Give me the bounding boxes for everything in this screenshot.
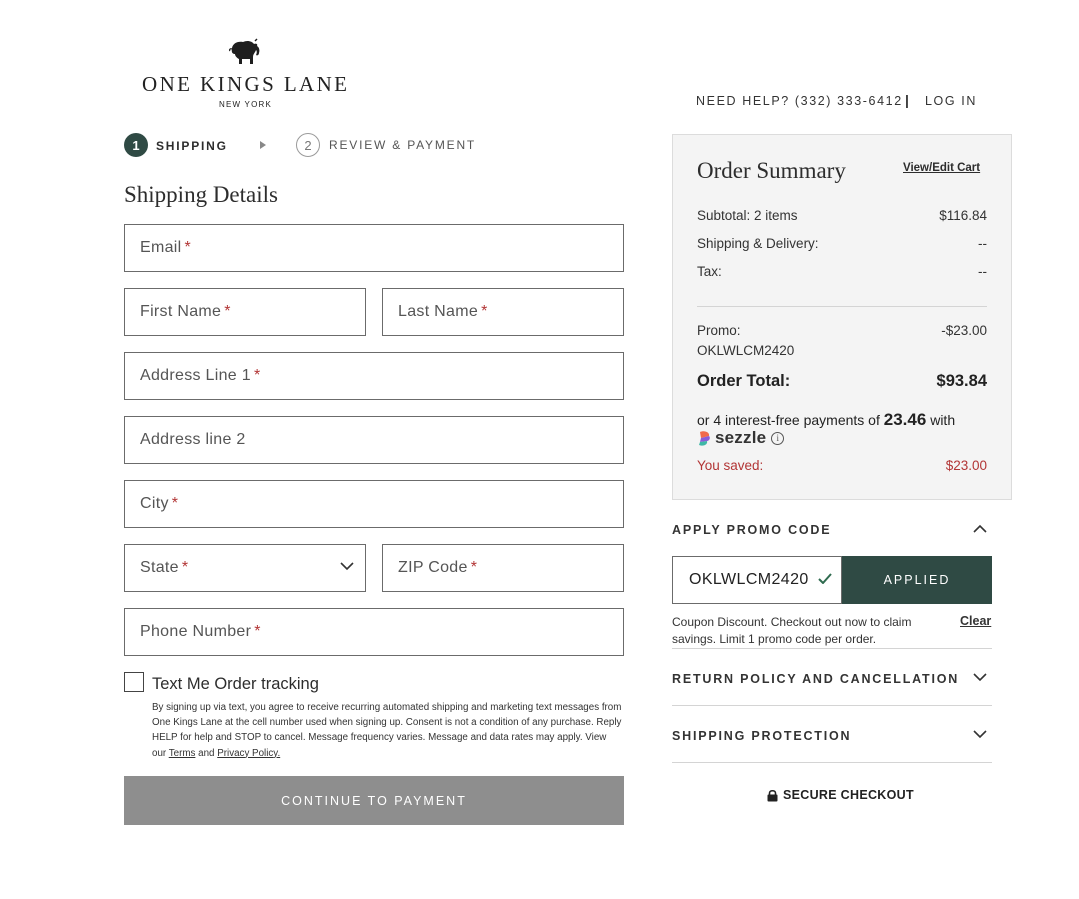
lock-icon [767,789,778,802]
city-label: City [140,495,169,512]
address-line-1-label: Address Line 1 [140,367,251,384]
header-separator: | [905,92,909,108]
order-total-value: $93.84 [936,372,987,390]
address-line-2-field[interactable] [124,416,624,464]
help-phone-link[interactable]: NEED HELP? (332) 333-6412 [696,94,903,108]
step-2-label: REVIEW & PAYMENT [329,138,477,152]
text-me-checkbox[interactable] [124,672,144,692]
clear-promo-link[interactable]: Clear [960,614,992,628]
required-mark: * [171,495,179,512]
required-mark: * [481,303,488,320]
email-field[interactable] [124,224,624,272]
secure-checkout-label: SECURE CHECKOUT [783,788,914,802]
step-1-number: 1 [124,133,148,157]
privacy-policy-link[interactable]: Privacy Policy. [217,747,281,759]
accordion-divider [672,648,992,649]
sezzle-installments [697,410,955,430]
tax-label: Tax: [697,264,722,279]
subtotal-label: Subtotal: 2 items [697,208,798,223]
shipping-protection-accordion[interactable]: SHIPPING PROTECTION [672,729,852,743]
checkmark-icon [818,573,832,584]
summary-divider [697,306,987,307]
promo-value: -$23.00 [941,323,987,338]
accordion-divider [672,762,992,763]
state-label: State [140,559,179,576]
sezzle-suffix: with [930,412,956,428]
accordion-divider [672,705,992,706]
tax-value: -- [978,264,987,279]
info-icon[interactable]: i [771,432,784,445]
sezzle-prefix: or 4 interest-free payments of [697,412,880,428]
sms-legal-text [152,700,622,761]
brand-location: NEW YORK [219,100,273,109]
chevron-down-icon[interactable] [973,673,987,682]
required-mark: * [470,559,478,576]
section-title: Shipping Details [124,182,278,207]
you-saved-label: You saved: [697,458,764,473]
secure-checkout [767,788,914,802]
step-arrow-icon [260,141,266,149]
terms-link[interactable]: Terms [168,747,196,759]
zip-code-label: ZIP Code [398,559,468,576]
chevron-up-icon[interactable] [973,524,987,533]
login-link[interactable]: LOG IN [925,94,977,108]
promo-code-input[interactable] [672,556,842,604]
shipping-value: -- [978,236,987,251]
phone-number-label: Phone Number [140,623,252,640]
required-mark: * [254,623,261,640]
state-select[interactable] [124,544,366,592]
required-mark: * [253,367,261,384]
first-name-label: First Name [140,303,222,320]
sezzle-brand: sezzle [715,428,767,447]
last-name-field[interactable] [382,288,624,336]
last-name-label: Last Name [398,303,479,320]
email-label: Email [140,239,182,256]
coupon-message: Coupon Discount. Checkout out now to claim savings. Limit 1 promo code per order. [672,615,912,646]
brand-name: ONE KINGS LANE [142,72,350,96]
address-line-2-label: Address line 2 [140,431,246,448]
sezzle-logo [697,428,784,448]
sezzle-mark-icon [697,430,712,447]
shipping-label: Shipping & Delivery: [697,236,819,251]
promo-code-text: OKLWLCM2420 [697,343,795,358]
applied-button[interactable]: APPLIED [842,556,992,604]
text-me-label[interactable]: Text Me Order tracking [152,675,319,693]
return-policy-accordion[interactable]: RETURN POLICY AND CANCELLATION [672,672,960,686]
promo-label: Promo: [697,323,741,338]
you-saved-value: $23.00 [945,458,987,473]
brand-logo[interactable] [140,36,350,112]
required-mark: * [184,239,192,256]
sezzle-amount: 23.46 [883,410,927,429]
chevron-down-icon [340,562,354,571]
legal-and: and [198,747,215,759]
continue-to-payment-button[interactable]: CONTINUE TO PAYMENT [124,776,624,825]
city-field[interactable] [124,480,624,528]
subtotal-value: $116.84 [939,208,987,223]
step-1-label: SHIPPING [156,139,228,153]
phone-number-field[interactable] [124,608,624,656]
order-summary-title: Order Summary [697,158,846,183]
view-edit-cart-link[interactable]: View/Edit Cart [903,162,981,174]
first-name-field[interactable] [124,288,366,336]
elephant-icon [226,38,262,68]
promo-code-value: OKLWLCM2420 [689,571,809,588]
order-total-label: Order Total: [697,372,791,390]
required-mark: * [181,559,189,576]
step-2-number: 2 [296,133,320,157]
address-line-1-field[interactable] [124,352,624,400]
legal-body: By signing up via text, you agree to receive recurring automated shipping and marketing text messages from One Kings Lane at the cell number used when signing up. Consent is not a condition of any purchase. Reply HELP for help and STOP to cancel. Message frequency varies. Message and data rates may apply. View our [152,702,622,759]
apply-promo-code-toggle[interactable]: APPLY PROMO CODE [672,523,832,537]
chevron-down-icon[interactable] [973,730,987,739]
required-mark: * [224,303,231,320]
zip-code-field[interactable] [382,544,624,592]
